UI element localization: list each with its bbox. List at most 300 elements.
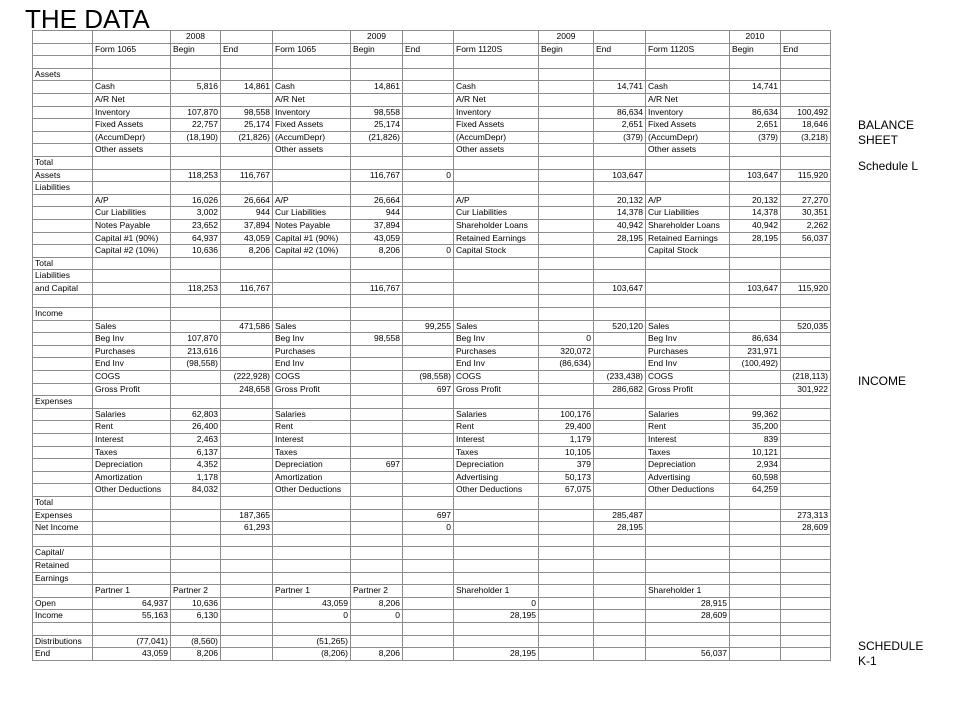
table-cell xyxy=(403,68,454,81)
table-cell: 14,741 xyxy=(594,81,646,94)
table-cell xyxy=(351,622,403,635)
table-cell xyxy=(594,93,646,106)
table-cell xyxy=(93,396,171,409)
table-cell: 471,586 xyxy=(221,320,273,333)
table-cell xyxy=(730,534,781,547)
table-cell: Partner 1 xyxy=(273,585,351,598)
table-cell: 103,647 xyxy=(594,169,646,182)
table-cell xyxy=(539,270,594,283)
table-cell: Begin xyxy=(171,43,221,56)
table-cell xyxy=(273,396,351,409)
table-cell xyxy=(33,295,93,308)
table-cell: Fixed Assets xyxy=(646,119,730,132)
table-cell xyxy=(273,257,351,270)
table-cell: 37,894 xyxy=(221,219,273,232)
table-cell: 8,206 xyxy=(351,245,403,258)
table-cell xyxy=(594,471,646,484)
table-cell xyxy=(730,144,781,157)
table-cell: 61,293 xyxy=(221,522,273,535)
table-cell xyxy=(351,434,403,447)
table-row xyxy=(33,383,831,396)
table-cell xyxy=(539,245,594,258)
table-cell: 2,463 xyxy=(171,434,221,447)
table-cell xyxy=(730,585,781,598)
table-cell: Expenses xyxy=(33,509,93,522)
table-cell: 103,647 xyxy=(730,282,781,295)
table-cell: 320,072 xyxy=(539,345,594,358)
table-cell: Expenses xyxy=(33,396,93,409)
table-cell: 0 xyxy=(273,610,351,623)
table-cell xyxy=(351,408,403,421)
table-cell: COGS xyxy=(273,371,351,384)
table-row xyxy=(33,459,831,472)
table-cell xyxy=(93,282,171,295)
table-cell xyxy=(730,156,781,169)
table-cell xyxy=(93,56,171,69)
table-cell: 107,870 xyxy=(171,333,221,346)
table-cell: (AccumDepr) xyxy=(454,131,539,144)
table-cell xyxy=(171,522,221,535)
income-label: INCOME xyxy=(858,374,906,388)
table-cell xyxy=(594,257,646,270)
table-cell xyxy=(730,547,781,560)
table-cell xyxy=(730,522,781,535)
table-cell xyxy=(221,559,273,572)
table-cell xyxy=(403,295,454,308)
table-cell xyxy=(730,622,781,635)
table-cell: 0 xyxy=(351,610,403,623)
table-cell xyxy=(781,648,831,661)
table-cell: Taxes xyxy=(93,446,171,459)
table-cell xyxy=(351,257,403,270)
table-row xyxy=(33,232,831,245)
table-cell xyxy=(646,635,730,648)
table-cell xyxy=(351,295,403,308)
table-cell xyxy=(221,622,273,635)
table-cell xyxy=(781,156,831,169)
table-cell: A/P xyxy=(646,194,730,207)
table-cell xyxy=(730,308,781,321)
table-cell: Retained xyxy=(33,559,93,572)
table-cell: 3,002 xyxy=(171,207,221,220)
table-cell xyxy=(403,81,454,94)
table-cell: Cur Liabilities xyxy=(93,207,171,220)
table-row xyxy=(33,358,831,371)
table-cell: 25,174 xyxy=(221,119,273,132)
table-cell: 944 xyxy=(351,207,403,220)
table-row xyxy=(33,156,831,169)
table-cell: End Inv xyxy=(646,358,730,371)
table-cell xyxy=(403,333,454,346)
table-cell: Other assets xyxy=(454,144,539,157)
table-cell xyxy=(539,547,594,560)
table-cell: 43,059 xyxy=(93,648,171,661)
table-cell: Cash xyxy=(93,81,171,94)
table-row xyxy=(33,219,831,232)
table-cell: 28,195 xyxy=(730,232,781,245)
table-cell xyxy=(33,408,93,421)
table-row xyxy=(33,635,831,648)
table-cell xyxy=(539,496,594,509)
table-cell xyxy=(646,295,730,308)
table-cell xyxy=(781,534,831,547)
table-cell xyxy=(539,219,594,232)
table-cell xyxy=(403,257,454,270)
table-cell xyxy=(539,207,594,220)
table-cell xyxy=(351,446,403,459)
table-cell xyxy=(539,585,594,598)
table-cell xyxy=(221,421,273,434)
table-cell: Beg Inv xyxy=(646,333,730,346)
table-cell xyxy=(33,358,93,371)
table-cell xyxy=(539,648,594,661)
table-cell xyxy=(171,295,221,308)
table-cell xyxy=(93,572,171,585)
table-cell xyxy=(33,207,93,220)
table-cell: Other Deductions xyxy=(454,484,539,497)
table-cell: Rent xyxy=(646,421,730,434)
table-cell xyxy=(403,459,454,472)
table-cell xyxy=(594,559,646,572)
table-cell xyxy=(781,421,831,434)
table-row xyxy=(33,345,831,358)
table-cell xyxy=(539,396,594,409)
table-cell xyxy=(33,81,93,94)
table-cell xyxy=(93,156,171,169)
table-cell xyxy=(646,182,730,195)
table-cell xyxy=(403,56,454,69)
table-row xyxy=(33,371,831,384)
table-cell xyxy=(781,434,831,447)
table-cell xyxy=(33,232,93,245)
table-cell: Distributions xyxy=(33,635,93,648)
table-cell: Total xyxy=(33,496,93,509)
table-cell xyxy=(171,320,221,333)
table-cell xyxy=(730,56,781,69)
table-cell xyxy=(539,131,594,144)
table-cell: 20,132 xyxy=(594,194,646,207)
table-row xyxy=(33,496,831,509)
table-cell xyxy=(781,459,831,472)
table-row xyxy=(33,320,831,333)
table-cell: Cash xyxy=(454,81,539,94)
table-cell xyxy=(33,245,93,258)
table-cell: 26,664 xyxy=(351,194,403,207)
table-cell xyxy=(594,333,646,346)
table-cell: Begin xyxy=(351,43,403,56)
table-cell: 14,741 xyxy=(730,81,781,94)
table-row xyxy=(33,572,831,585)
table-row xyxy=(33,169,831,182)
table-cell xyxy=(351,559,403,572)
table-cell xyxy=(646,169,730,182)
table-cell xyxy=(594,534,646,547)
table-cell xyxy=(221,144,273,157)
table-cell xyxy=(594,484,646,497)
table-cell: Form 1065 xyxy=(93,43,171,56)
table-cell xyxy=(351,156,403,169)
table-cell xyxy=(93,496,171,509)
table-cell: 0 xyxy=(403,169,454,182)
table-cell xyxy=(351,534,403,547)
table-cell xyxy=(221,308,273,321)
table-cell: Taxes xyxy=(273,446,351,459)
table-cell xyxy=(781,597,831,610)
table-cell: End xyxy=(403,43,454,56)
table-cell: 697 xyxy=(403,383,454,396)
table-cell xyxy=(454,522,539,535)
table-cell xyxy=(93,547,171,560)
table-cell: 116,767 xyxy=(221,169,273,182)
table-cell: 115,920 xyxy=(781,282,831,295)
table-cell: Amortization xyxy=(273,471,351,484)
table-cell xyxy=(539,320,594,333)
table-row xyxy=(33,93,831,106)
table-cell: 56,037 xyxy=(781,232,831,245)
table-cell xyxy=(33,484,93,497)
table-cell: Purchases xyxy=(93,345,171,358)
table-cell xyxy=(351,320,403,333)
table-cell xyxy=(646,156,730,169)
table-cell: 273,313 xyxy=(781,509,831,522)
table-cell: 301,922 xyxy=(781,383,831,396)
table-cell xyxy=(539,68,594,81)
table-cell xyxy=(93,534,171,547)
table-cell xyxy=(33,459,93,472)
table-cell: 2,262 xyxy=(781,219,831,232)
table-cell: 43,059 xyxy=(273,597,351,610)
table-cell xyxy=(730,572,781,585)
table-cell xyxy=(33,421,93,434)
table-cell xyxy=(171,572,221,585)
schedule-l-label: Schedule L xyxy=(858,159,919,173)
table-cell xyxy=(781,295,831,308)
table-cell xyxy=(403,119,454,132)
table-row xyxy=(33,610,831,623)
table-cell xyxy=(454,295,539,308)
table-cell xyxy=(93,68,171,81)
table-cell xyxy=(781,31,831,44)
table-cell xyxy=(539,610,594,623)
table-cell xyxy=(403,610,454,623)
table-cell xyxy=(351,182,403,195)
table-cell xyxy=(781,182,831,195)
table-cell xyxy=(730,383,781,396)
table-cell: 100,176 xyxy=(539,408,594,421)
table-cell xyxy=(403,207,454,220)
table-cell xyxy=(454,270,539,283)
table-cell xyxy=(730,182,781,195)
table-cell xyxy=(454,308,539,321)
table-cell: Other assets xyxy=(93,144,171,157)
table-cell xyxy=(781,622,831,635)
table-cell: Capital #2 (10%) xyxy=(93,245,171,258)
table-cell: Shareholder Loans xyxy=(454,219,539,232)
table-cell: Other assets xyxy=(273,144,351,157)
table-cell xyxy=(730,371,781,384)
table-cell: Rent xyxy=(93,421,171,434)
table-cell: (379) xyxy=(594,131,646,144)
table-cell: End xyxy=(781,43,831,56)
table-cell xyxy=(171,144,221,157)
table-cell xyxy=(646,559,730,572)
table-cell: 28,195 xyxy=(594,232,646,245)
table-cell xyxy=(403,648,454,661)
table-cell: Sales xyxy=(646,320,730,333)
table-cell: (AccumDepr) xyxy=(93,131,171,144)
table-cell: 14,861 xyxy=(221,81,273,94)
table-cell: 35,200 xyxy=(730,421,781,434)
table-cell: 27,270 xyxy=(781,194,831,207)
table-cell: 64,937 xyxy=(171,232,221,245)
table-cell: Purchases xyxy=(273,345,351,358)
table-cell: 6,137 xyxy=(171,446,221,459)
table-cell: 64,259 xyxy=(730,484,781,497)
table-cell: End Inv xyxy=(454,358,539,371)
table-row xyxy=(33,396,831,409)
table-row xyxy=(33,270,831,283)
table-row xyxy=(33,471,831,484)
table-cell xyxy=(221,56,273,69)
table-cell: Capital #1 (90%) xyxy=(273,232,351,245)
table-cell xyxy=(273,559,351,572)
table-cell: 0 xyxy=(454,597,539,610)
table-cell xyxy=(403,534,454,547)
table-cell: Cash xyxy=(273,81,351,94)
table-cell xyxy=(781,408,831,421)
table-cell: 116,767 xyxy=(351,282,403,295)
table-cell: Fixed Assets xyxy=(454,119,539,132)
table-cell xyxy=(539,308,594,321)
table-cell xyxy=(730,68,781,81)
table-cell xyxy=(171,56,221,69)
table-cell xyxy=(539,169,594,182)
table-cell xyxy=(594,408,646,421)
table-cell xyxy=(221,459,273,472)
table-cell: A/P xyxy=(454,194,539,207)
table-cell: Depreciation xyxy=(646,459,730,472)
table-row xyxy=(33,31,831,44)
table-cell xyxy=(273,496,351,509)
table-cell xyxy=(403,585,454,598)
table-cell xyxy=(221,610,273,623)
table-cell: 26,400 xyxy=(171,421,221,434)
table-row xyxy=(33,182,831,195)
table-cell xyxy=(594,597,646,610)
table-cell xyxy=(781,333,831,346)
table-cell xyxy=(594,635,646,648)
table-row xyxy=(33,622,831,635)
table-cell xyxy=(221,333,273,346)
table-cell xyxy=(221,434,273,447)
table-cell xyxy=(33,144,93,157)
table-cell xyxy=(351,56,403,69)
table-cell: A/P xyxy=(93,194,171,207)
table-cell: Sales xyxy=(454,320,539,333)
table-cell: A/R Net xyxy=(93,93,171,106)
table-row xyxy=(33,56,831,69)
table-cell: Inventory xyxy=(646,106,730,119)
table-cell: Amortization xyxy=(93,471,171,484)
table-cell xyxy=(781,93,831,106)
table-cell xyxy=(539,106,594,119)
table-cell xyxy=(273,534,351,547)
table-cell xyxy=(273,308,351,321)
table-cell xyxy=(454,622,539,635)
table-cell: (86,634) xyxy=(539,358,594,371)
table-cell xyxy=(351,396,403,409)
table-cell: 62,803 xyxy=(171,408,221,421)
table-cell xyxy=(351,547,403,560)
table-cell: (100,492) xyxy=(730,358,781,371)
table-cell xyxy=(539,144,594,157)
table-cell xyxy=(171,496,221,509)
table-cell xyxy=(403,622,454,635)
table-cell: 4,352 xyxy=(171,459,221,472)
table-cell xyxy=(539,559,594,572)
table-cell xyxy=(594,358,646,371)
table-cell xyxy=(351,496,403,509)
table-cell: Advertising xyxy=(646,471,730,484)
table-cell xyxy=(594,648,646,661)
table-cell xyxy=(403,396,454,409)
table-cell xyxy=(351,371,403,384)
table-cell xyxy=(221,635,273,648)
table-cell: End Inv xyxy=(93,358,171,371)
table-cell xyxy=(273,182,351,195)
table-cell: Other Deductions xyxy=(273,484,351,497)
table-cell: Other Deductions xyxy=(646,484,730,497)
table-cell xyxy=(403,282,454,295)
table-cell xyxy=(539,282,594,295)
table-row xyxy=(33,282,831,295)
table-cell xyxy=(781,245,831,258)
table-cell xyxy=(221,534,273,547)
table-cell: Sales xyxy=(93,320,171,333)
table-cell: Cash xyxy=(646,81,730,94)
table-cell xyxy=(730,610,781,623)
table-cell xyxy=(539,383,594,396)
table-cell xyxy=(403,31,454,44)
table-cell xyxy=(33,106,93,119)
table-cell: 115,920 xyxy=(781,169,831,182)
table-cell: COGS xyxy=(646,371,730,384)
table-cell: Liabilities xyxy=(33,270,93,283)
table-cell: 103,647 xyxy=(730,169,781,182)
table-cell xyxy=(730,93,781,106)
table-cell xyxy=(273,547,351,560)
table-cell xyxy=(273,169,351,182)
table-cell: Purchases xyxy=(646,345,730,358)
table-cell: 28,195 xyxy=(454,610,539,623)
table-cell xyxy=(454,396,539,409)
table-cell xyxy=(93,169,171,182)
table-cell xyxy=(781,396,831,409)
table-cell xyxy=(273,156,351,169)
table-cell: A/R Net xyxy=(454,93,539,106)
table-cell: 2008 xyxy=(171,31,221,44)
table-cell xyxy=(351,383,403,396)
table-cell: 14,378 xyxy=(730,207,781,220)
table-row xyxy=(33,333,831,346)
table-cell xyxy=(403,156,454,169)
table-cell xyxy=(539,81,594,94)
table-cell: 99,255 xyxy=(403,320,454,333)
table-cell: 2010 xyxy=(730,31,781,44)
table-cell xyxy=(403,446,454,459)
table-cell: Gross Profit xyxy=(646,383,730,396)
table-cell: 98,558 xyxy=(351,106,403,119)
